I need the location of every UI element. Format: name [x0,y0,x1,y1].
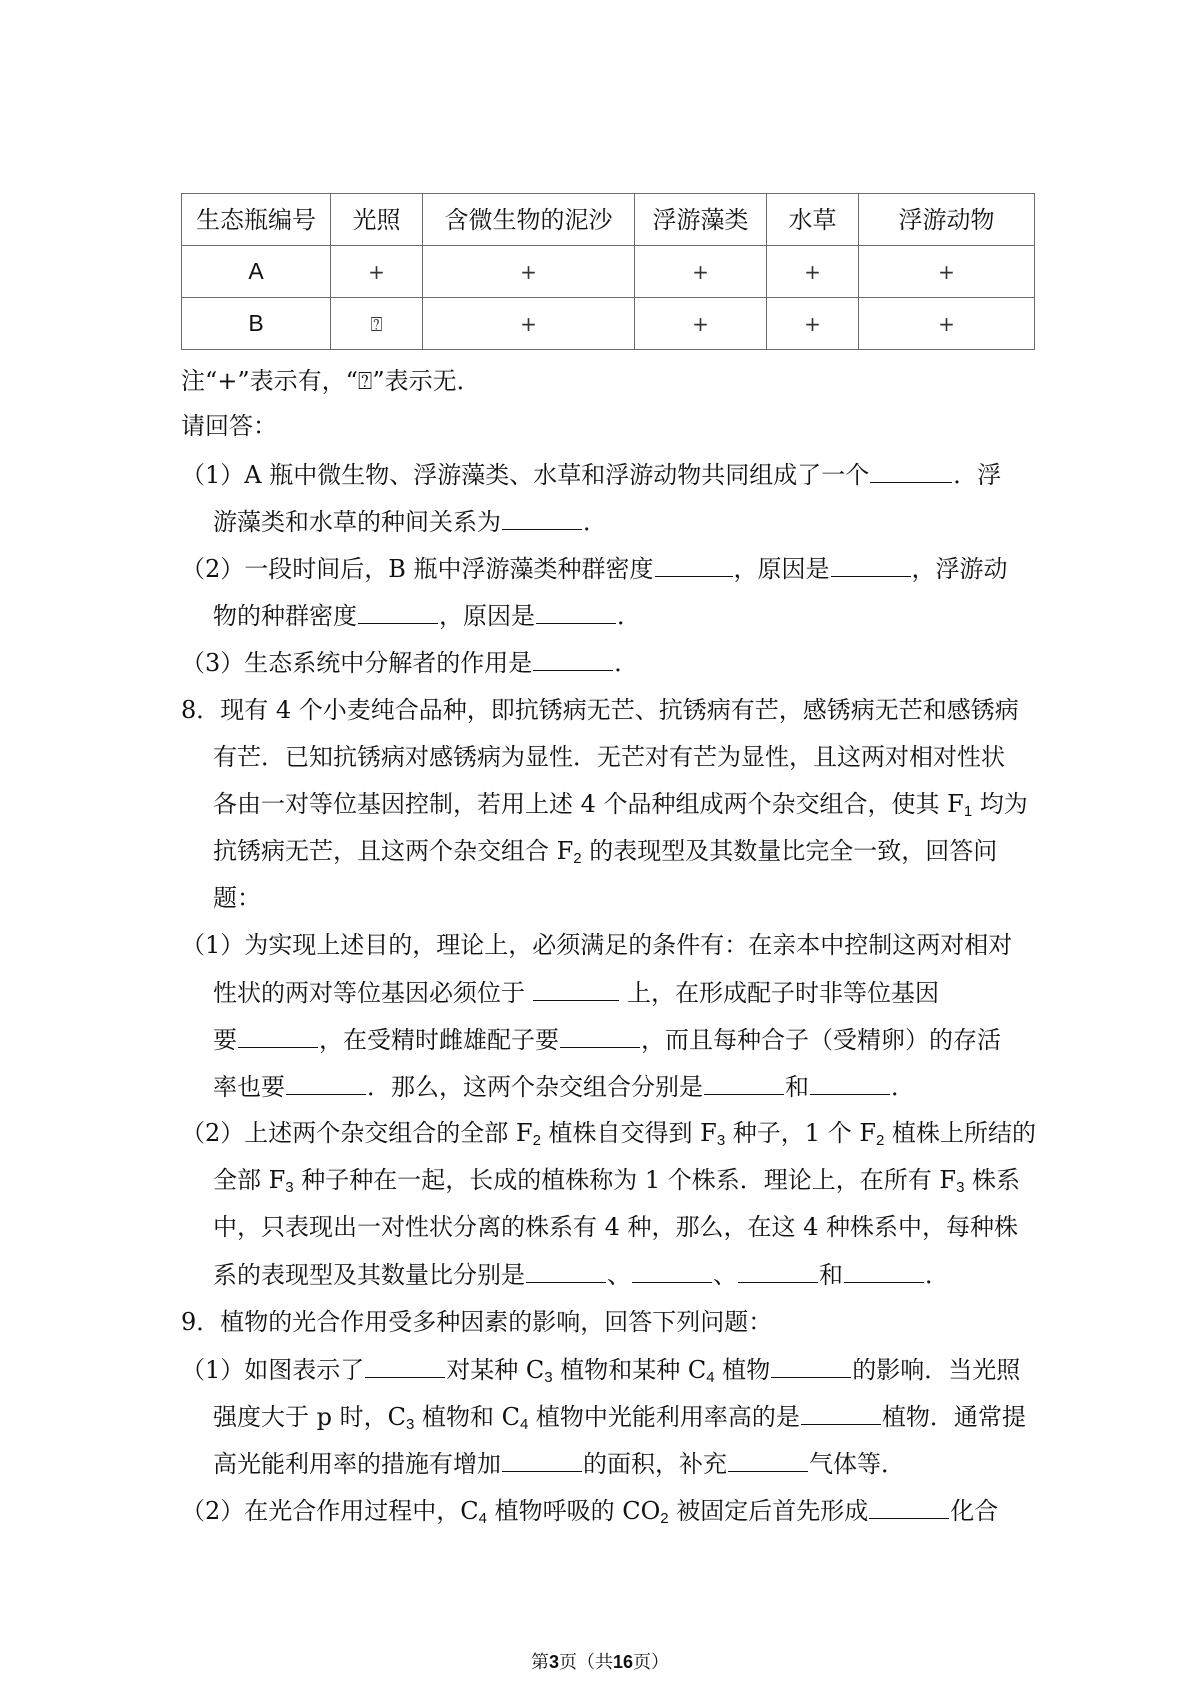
answer-blank [771,1357,851,1378]
answer-blank [286,1074,366,1095]
q8-part2-line2 [213,1168,1020,1195]
text: 均为 [972,790,1028,818]
table-row [182,298,1035,350]
text: 种子种在一起，长成的植株称为 1 个株系．理论上，在所有 F [293,1166,957,1194]
subscript: 3 [405,1416,415,1433]
q8-part1-line4 [213,1074,915,1099]
q9-part1-line3 [213,1451,905,1476]
text: 物的种群密度 [213,602,357,630]
text: ． [925,1261,949,1289]
text: 上，在形成配子时非等位基因 [627,979,939,1007]
subscript: 4 [519,1416,529,1433]
text: 高光能利用率的措施有增加 [213,1450,501,1478]
q9-part1-line1 [181,1357,1020,1385]
subscript: 4 [706,1369,715,1386]
text: 各由一对等位基因控制，若用上述 4 个品种组成两个杂交组合，使其 F [213,790,964,818]
subscript: 2 [573,850,582,867]
q8-part2-line4 [213,1262,949,1287]
answer-blank [801,1404,881,1425]
text: 的表现型及其数量比完全一致，回答问 [581,837,998,865]
q9-line1: 9．植物的光合作用受多种因素的影响，回答下列问题： [181,1308,773,1336]
text: 系的表现型及其数量比分别是 [213,1261,525,1289]
page-number: 3 [548,1652,559,1672]
q8-part2-line1 [181,1121,1036,1148]
q8-part1-line3 [213,1027,1001,1052]
answer-blank [655,556,733,577]
text: （3）生态系统中分解者的作用是 [181,649,533,677]
text: 气体等． [809,1450,905,1478]
text: ． [617,602,641,630]
q9-part1-line2 [213,1404,1026,1432]
total-pages: 16 [612,1652,634,1672]
text: 全部 F [213,1166,286,1194]
answer-blank [536,603,616,624]
text: 植株上所结的 [884,1119,1036,1147]
answer-blank [738,1262,818,1283]
text: 和 [819,1261,843,1289]
text: 植物 [714,1356,771,1384]
text: （2）上述两个杂交组合的全部 F [181,1119,533,1147]
table-header-cell: 浮游动物 [859,194,1035,246]
table-row-label: A [182,246,331,298]
text: ，原因是 [733,555,830,583]
text: （2）在光合作用过程中，C [181,1497,479,1525]
answer-blank [502,509,582,530]
answer-blank [704,1074,784,1095]
table-header-cell: 含微生物的泥沙 [423,194,635,246]
text: 性状的两对等位基因必须位于 [213,979,525,1007]
text: ．浮 [953,461,1002,489]
text: 、 [607,1261,631,1289]
subscript: 3 [956,1179,965,1196]
answer-blank [533,650,613,671]
text: 对某种 C [446,1356,545,1384]
eco-bottle-table [181,193,1035,350]
text: （1）A 瓶中微生物、浮游藻类、水草和浮游动物共同组成了一个 [181,461,870,489]
table-cell: + [767,298,859,350]
q8-line2: 有芒．已知抗锈病对感锈病为显性．无芒对有芒为显性，且这两对相对性状 [213,743,1005,771]
text: 植物和 C [414,1403,520,1431]
prompt-text: 请回答： [181,412,277,440]
text: ，原因是 [439,602,535,630]
text: 强度大于 p 时，C [213,1403,406,1431]
q7-part1-line1 [181,462,1001,487]
text: 株系 [964,1166,1021,1194]
text: ．那么，这两个杂交组合分别是 [367,1073,703,1101]
text: ． [614,649,639,677]
table-cell: ⍰ [331,298,423,350]
text: 游藻类和水草的种间关系为 [213,508,501,536]
answer-blank [844,1262,924,1283]
subscript: 3 [285,1179,294,1196]
text: 要 [213,1026,237,1054]
footer-text: 页） [633,1652,670,1673]
subscript: 3 [716,1132,726,1149]
table-cell: + [859,246,1035,298]
q8-part2-line3: 中，只表现出一对性状分离的株系有 4 种，那么，在这 4 种株系中，每种株 [213,1213,1019,1241]
table-cell: + [859,298,1035,350]
table-cell: + [331,246,423,298]
page-footer [0,1648,1200,1674]
footer-text: 页（共 [558,1652,613,1673]
text: 被固定后首先形成 [668,1497,869,1525]
table-header-cell: 光照 [331,194,423,246]
answer-blank [632,1262,712,1283]
table-header-cell: 生态瓶编号 [182,194,331,246]
table-cell: + [635,246,767,298]
answer-blank [502,1451,582,1472]
q9-part2-line1 [181,1498,998,1526]
text: 率也要 [213,1073,285,1101]
q8-part1-line1: （1）为实现上述目的，理论上，必须满足的条件有：在亲本中控制这两对相对 [181,931,1013,959]
q7-part2-line1 [181,556,1008,581]
text: ． [891,1073,915,1101]
text: （2）一段时间后，B 瓶中浮游藻类种群密度 [181,555,654,583]
text: ，在受精时雌雄配子要 [319,1026,559,1054]
text: 、 [713,1261,737,1289]
text: 种子，1 个 F [725,1119,876,1147]
text: 植物呼吸的 CO [486,1497,661,1525]
q8-line5: 题： [213,884,261,912]
footer-text: 第 [530,1652,549,1673]
table-header-cell: 浮游藻类 [635,194,767,246]
table-header-row [182,194,1035,246]
text: 和 [785,1073,809,1101]
answer-blank [533,980,619,1001]
q7-part2-line2 [213,603,641,628]
table-row-label: B [182,298,331,350]
text: 化合 [950,1497,999,1525]
answer-blank [365,1357,445,1378]
table-cell: + [767,246,859,298]
table-row [182,246,1035,298]
text: 的影响．当光照 [852,1356,1021,1384]
text: 植物和某种 C [552,1356,707,1384]
subscript: 2 [875,1132,885,1149]
text: ，浮游动 [911,555,1008,583]
text: ． [583,508,607,536]
table-cell: + [635,298,767,350]
answer-blank [870,462,952,483]
text: ，而且每种合子（受精卵）的存活 [641,1026,1001,1054]
text: 植物．通常提 [881,1403,1026,1431]
text: 的面积，补充 [583,1450,727,1478]
answer-blank [831,556,911,577]
q7-part3 [181,650,638,675]
answer-blank [560,1027,640,1048]
text: （1）如图表示了 [181,1356,365,1384]
answer-blank [728,1451,808,1472]
subscript: 3 [544,1369,553,1386]
answer-blank [358,603,438,624]
answer-blank [869,1498,949,1519]
text: 抗锈病无芒，且这两个杂交组合 F [213,837,574,865]
subscript: 4 [478,1510,487,1527]
q8-line3 [213,792,1028,819]
table-cell: + [423,298,635,350]
q7-part1-line2 [213,509,607,534]
subscript: 2 [532,1132,541,1149]
q8-line4 [213,839,997,866]
text: 植株自交得到 F [540,1119,717,1147]
subscript: 1 [963,803,973,820]
answer-blank [810,1074,890,1095]
q8-line1: 8．现有 4 个小麦纯合品种，即抗锈病无芒、抗锈病有芒，感锈病无芒和感锈病 [181,696,1019,724]
table-header-cell: 水草 [767,194,859,246]
table-cell: + [423,246,635,298]
table-note: 注“+”表示有，“⍰”表示无． [181,367,481,395]
text: 植物中光能利用率高的是 [528,1403,800,1431]
answer-blank [526,1262,606,1283]
subscript: 2 [660,1510,669,1527]
q8-part1-line2 [213,980,939,1005]
answer-blank [238,1027,318,1048]
